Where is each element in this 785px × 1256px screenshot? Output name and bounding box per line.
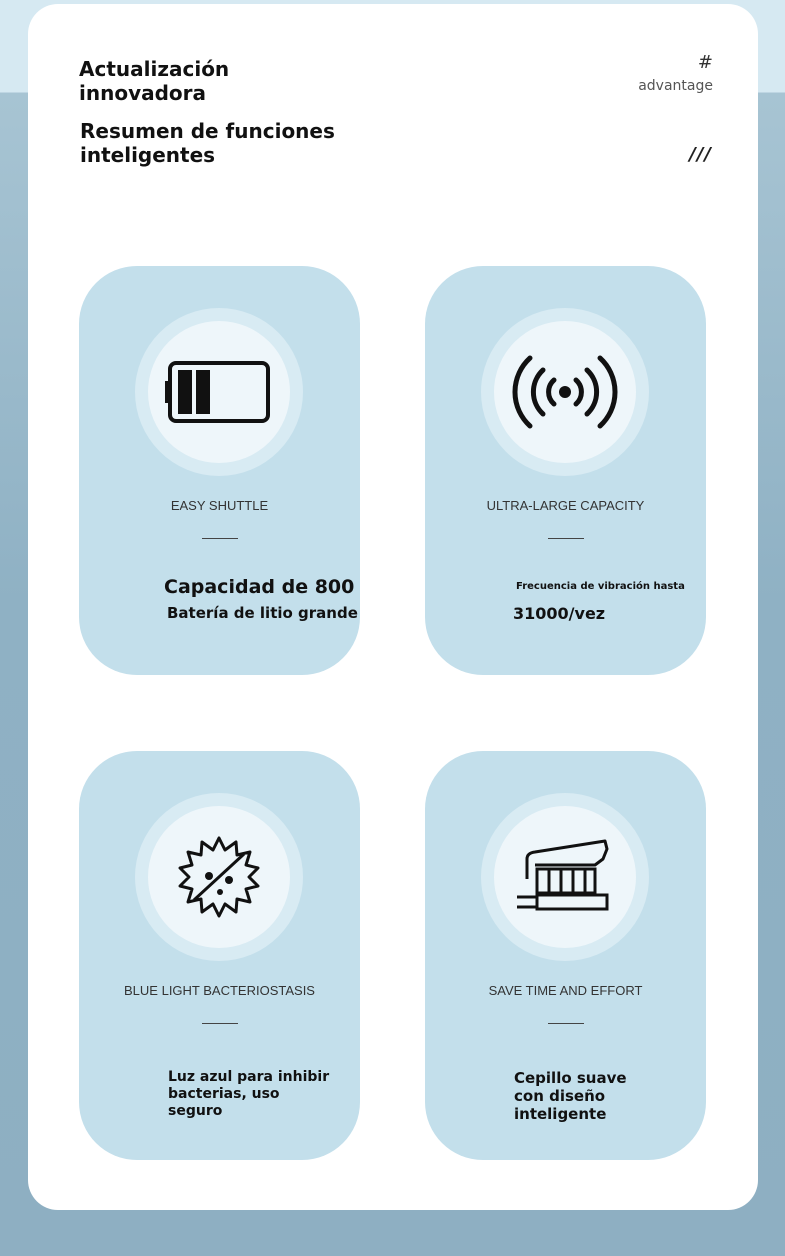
feature-desc: 31000/vez (513, 604, 606, 623)
toothbrush-icon (515, 835, 615, 919)
icon-disc (148, 321, 290, 463)
vibration-icon (510, 352, 620, 432)
battery-icon (164, 359, 274, 425)
advantage-label: advantage (638, 78, 713, 94)
divider (548, 1023, 584, 1024)
divider (548, 538, 584, 539)
feature-headline: Frecuencia de vibración hasta (516, 581, 685, 592)
feature-label: ULTRA-LARGE CAPACITY (486, 498, 645, 513)
antibacterial-icon (176, 834, 262, 920)
icon-disc (494, 806, 636, 948)
icon-disc (494, 321, 636, 463)
divider (202, 538, 238, 539)
icon-ring (135, 308, 303, 476)
page-subtitle: Resumen de funciones inteligentes (80, 119, 335, 167)
feature-label: SAVE TIME AND EFFORT (488, 983, 643, 998)
feature-label: EASY SHUTTLE (170, 498, 269, 513)
feature-label: BLUE LIGHT BACTERIOSTASIS (124, 983, 315, 998)
feature-desc: Luz azul para inhibir bacterias, uso seguro (168, 1069, 330, 1119)
icon-ring (481, 793, 649, 961)
page-title: Actualización innovadora (79, 57, 230, 105)
divider (202, 1023, 238, 1024)
icon-disc (148, 806, 290, 948)
feature-headline: Capacidad de 800 (164, 576, 355, 598)
feature-desc: Batería de litio grande (167, 604, 358, 622)
feature-card-toothbrush (425, 751, 706, 1160)
hash-mark: # (697, 52, 713, 73)
slash-decoration: /// (689, 144, 712, 165)
feature-card-battery (79, 266, 360, 675)
feature-card-antibacterial (79, 751, 360, 1160)
icon-ring (481, 308, 649, 476)
feature-card-vibration (425, 266, 706, 675)
feature-desc: Cepillo suave con diseño inteligente (514, 1069, 627, 1123)
icon-ring (135, 793, 303, 961)
content-panel (28, 4, 758, 1210)
